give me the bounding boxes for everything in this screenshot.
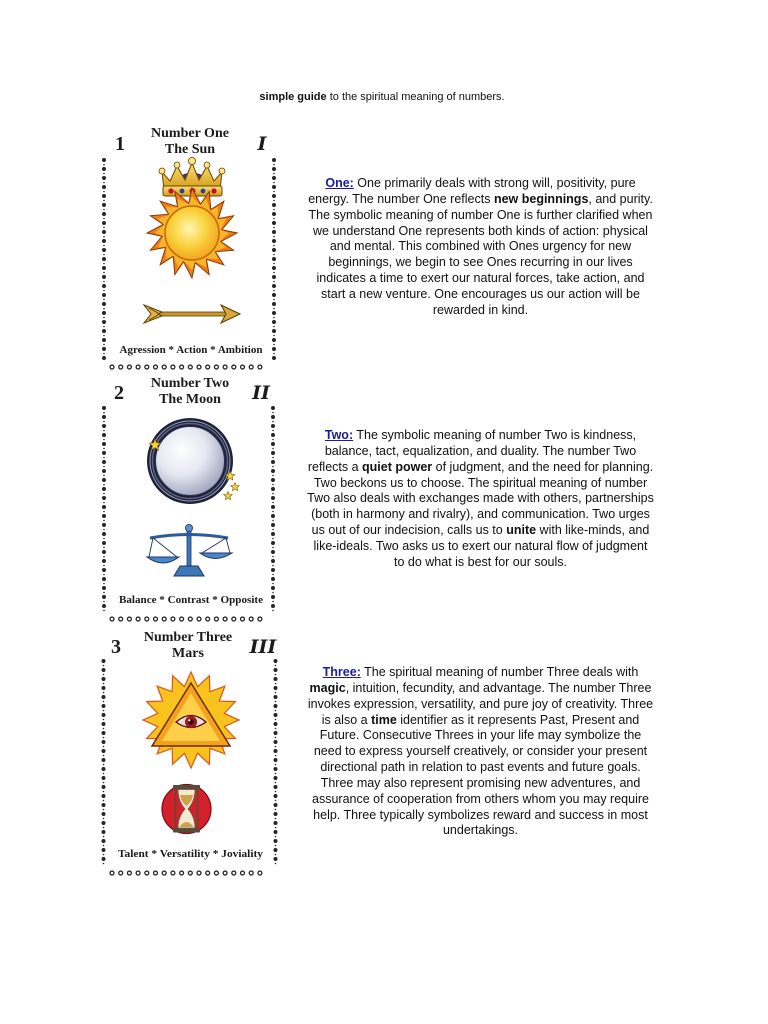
text-line [280, 287, 681, 303]
body-text: , and purity. [588, 191, 653, 206]
body-text: energy. The number One reflects [308, 191, 494, 206]
scales-string [149, 538, 153, 557]
text-line [280, 744, 681, 760]
body-text: to do what is best for our souls. [393, 554, 567, 569]
card-heading: Number One [151, 126, 229, 141]
card-subheading: Mars [172, 646, 204, 661]
emphasis-text: quiet power [362, 459, 433, 474]
text-line [280, 303, 681, 319]
crown-jewel [201, 189, 206, 194]
scales-string [202, 538, 226, 553]
card-subheading: The Moon [159, 392, 221, 407]
text-line [280, 460, 681, 476]
text-line [280, 239, 681, 255]
card-number-three [104, 630, 278, 873]
body-text: help. Three typically symbolizes reward and success in most [313, 807, 648, 822]
scales-base [174, 566, 204, 576]
body-text: balance, tact, equalization, and duality. The number Two [324, 443, 637, 458]
body-text: The spiritual meaning of number Three deals with [360, 665, 639, 679]
page-title-bold: simple guide [259, 91, 327, 103]
emphasis-text: magic [309, 680, 346, 695]
body-text: One primarily deals with strong will, positivity, pure [353, 176, 636, 190]
body-text: , intuition, fecundity, and advantage. The number Three [345, 680, 652, 695]
body-text: indicates a time to exert our natural forces, take action, and [316, 271, 645, 286]
eye-triangle-icon [143, 672, 239, 768]
body-text: need to express yourself creatively, or consider your present [313, 744, 648, 759]
card-roman-numeral: I [257, 133, 267, 155]
text-line [280, 713, 681, 729]
text-line [280, 760, 681, 776]
body-text: start a new venture. One encourages us our action will be [321, 286, 640, 301]
text-line [280, 224, 681, 240]
text-line [280, 192, 681, 208]
body-text: Two also deals with exchanges made with others, partnerships [307, 491, 654, 506]
page-title-rest: to the spiritual meaning of numbers. [326, 91, 505, 103]
moon-icon [147, 418, 233, 504]
section-one [280, 176, 681, 319]
body-text: The symbolic meaning of number One is further clarified when [308, 207, 653, 222]
arrow-icon [144, 305, 240, 323]
body-text: beginnings, we begin to see Ones recurring in our lives [328, 255, 633, 270]
arrow-shaft [156, 312, 226, 316]
body-text: Future. Consecutive Threes in your life may symbolize the [319, 728, 642, 743]
crown-pearl [204, 162, 210, 168]
text-line [280, 808, 681, 824]
scales-string [153, 538, 177, 557]
section-label-link[interactable]: Two: [324, 428, 354, 442]
scales-knob [185, 524, 192, 531]
hourglass-bottom-plate [173, 828, 200, 833]
crown-pearl [174, 162, 180, 168]
text-line [280, 823, 681, 839]
crown-jewel [180, 189, 185, 194]
body-text: identifier as it represents Past, Present and [396, 712, 640, 727]
crown-jewel [211, 188, 216, 193]
body-text: we understand One represents both kinds of action: physical [313, 223, 648, 238]
body-text: The symbolic meaning of number Two is kindness, [353, 428, 637, 442]
sun-icon [147, 188, 237, 278]
body-text: and mental. This combined with Ones urgency for new [329, 239, 632, 254]
card-number-one [104, 126, 274, 367]
body-text: is also a [321, 712, 372, 727]
card-roman-numeral: III [249, 636, 277, 658]
text-line [280, 776, 681, 792]
text-line [280, 539, 681, 555]
crown-pearl [159, 168, 165, 174]
body-text: directional path in relation to past events and future goals. [320, 760, 641, 775]
section-label-link[interactable]: Three: [322, 665, 361, 679]
card-keywords: Agression * Action * Ambition [119, 345, 263, 356]
body-text: assurance of cooperation from others whom you may require [312, 791, 649, 806]
card-heading: Number Three [143, 630, 233, 645]
body-text: with like-minds, and [536, 523, 650, 538]
card-roman-numeral: II [252, 382, 270, 404]
body-text: rewarded in kind. [432, 302, 529, 317]
hourglass-top-plate [173, 785, 200, 790]
moon-disk [156, 427, 225, 496]
scales-right-pan [200, 553, 232, 559]
crown-pearl [188, 157, 195, 164]
card-keywords: Talent * Versatility * Joviality [118, 849, 263, 860]
text-line [280, 523, 681, 539]
card-column [0, 0, 290, 890]
eye-highlight [188, 719, 190, 721]
card-number-two [104, 376, 273, 619]
emphasis-text: new beginnings [493, 191, 589, 206]
card-numeral: 2 [114, 382, 124, 404]
body-text: reflects a [307, 459, 363, 474]
body-text: us out of our indecision, calls us to [311, 523, 507, 538]
card-numeral: 3 [111, 636, 121, 658]
crown-jewel [168, 188, 173, 193]
star-icon [231, 483, 240, 491]
text-line [280, 491, 681, 507]
text-line [280, 476, 681, 492]
crown-pearl [219, 168, 225, 174]
body-text: Three may also represent promising new adventures, and [320, 775, 641, 790]
text-line [280, 555, 681, 571]
text-line [280, 507, 681, 523]
body-text: undertakings. [442, 823, 519, 838]
section-label-link[interactable]: One: [325, 176, 354, 190]
body-text: Two beckons us to choose. The spiritual meaning of number [313, 475, 648, 490]
text-line [280, 681, 681, 697]
text-line [280, 665, 681, 681]
scales-icon [147, 524, 232, 576]
text-line [280, 728, 681, 744]
scales-string [226, 538, 230, 553]
text-line [280, 444, 681, 460]
card-heading: Number Two [150, 376, 230, 391]
text-line [280, 208, 681, 224]
body-text: like-ideals. Two asks us to exert our natural flow of judgment [313, 538, 648, 553]
text-line [280, 271, 681, 287]
scales-left-pan [147, 557, 179, 563]
text-line [280, 255, 681, 271]
body-text: invokes expression, versatility, and pure joy of creativity. Three [307, 696, 654, 711]
body-text: (both in harmony and rivalry), and communication. Two urges [311, 507, 650, 522]
card-numeral: 1 [115, 133, 125, 155]
emphasis-text: unite [506, 523, 537, 538]
emphasis-text: time [371, 712, 397, 727]
sun-disk [165, 206, 219, 260]
body-text: of judgment, and the need for planning. [432, 459, 654, 474]
section-two [280, 428, 681, 571]
text-line [280, 697, 681, 713]
card-keywords: Balance * Contrast * Opposite [119, 595, 264, 606]
text-line [280, 792, 681, 808]
text-line [280, 176, 681, 192]
section-three [280, 665, 681, 839]
star-icon [224, 492, 233, 500]
card-subheading: The Sun [164, 142, 216, 157]
text-line [280, 428, 681, 444]
hourglass-icon [162, 785, 211, 834]
